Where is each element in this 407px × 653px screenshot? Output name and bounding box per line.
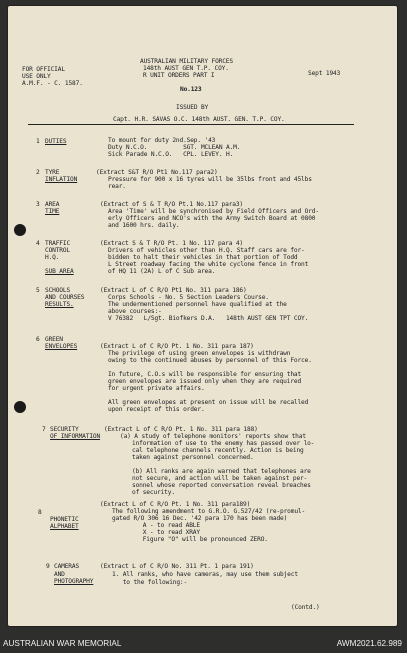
item-7-line: sonnel whose reported conversation reveal breaches bbox=[132, 482, 311, 489]
item-7-title-2: OF INFORMATION bbox=[50, 433, 101, 440]
item-6-line: (Extract L of C R/O Pt. 1 No. 311 para 187) bbox=[100, 343, 254, 350]
item-4-title-2: CONTROL bbox=[45, 247, 71, 254]
order-number: No.123 bbox=[180, 86, 202, 93]
item-7-line: taken against personnel concerned. bbox=[132, 454, 254, 461]
item-9-title-2: AND bbox=[54, 571, 65, 578]
punch-hole bbox=[14, 224, 26, 236]
item-8-line: A - to read ABLE bbox=[132, 522, 200, 529]
item-6-title: GREEN bbox=[45, 336, 63, 343]
item-3-title-2: TIME bbox=[45, 208, 60, 215]
item-4-line: (Extract S & T R/O Pt. 1 No. 117 para 4) bbox=[100, 240, 244, 247]
item-1-number: 1 bbox=[36, 138, 40, 145]
item-3-title: AREA bbox=[45, 201, 60, 208]
item-6-line: owing to the continued abuses by personnel of this Force. bbox=[108, 357, 312, 364]
item-8-line: gated R/O 306 16 Dec. '42 para 170 has been made) bbox=[112, 515, 288, 522]
item-4-title-3: H.Q. bbox=[45, 254, 60, 261]
item-1-title: DUTIES bbox=[45, 138, 67, 145]
item-7-line: (a) A study of telephone monitors' reports show that bbox=[120, 433, 306, 440]
archive-id: AWM2021.62.989 bbox=[336, 639, 402, 648]
item-5-number: 5 bbox=[36, 287, 40, 294]
item-5-line: Corps Schools - No. 5 Section Leaders Course. bbox=[108, 294, 269, 301]
item-7-line: information of use to the enemy has passed over lo- bbox=[132, 440, 315, 447]
continued-label: (Contd.) bbox=[291, 604, 320, 611]
item-8-line: Figure "O" will be pronounced ZERO. bbox=[132, 536, 268, 543]
item-3-line: Area 'Time' will be synchronised by Field Officers and Ord- bbox=[108, 208, 319, 215]
item-6-number: 6 bbox=[36, 336, 40, 343]
item-4-line: of HQ 11 (2A) L of C Sub area. bbox=[108, 268, 216, 275]
security-caveat-2: USE ONLY bbox=[22, 73, 51, 80]
header-rule bbox=[28, 124, 354, 125]
item-9-line: (Extract L of C R/O No. 311 Pt. 1 para 191) bbox=[100, 563, 254, 570]
item-7-line: cal telephone channels recently. Action is being bbox=[132, 447, 304, 454]
item-5-line: The undermentioned personnel have qualified at the bbox=[108, 301, 287, 308]
org-line-3: R UNIT ORDERS PART I bbox=[143, 72, 215, 79]
item-3-line: and 1600 hrs. daily. bbox=[108, 222, 180, 229]
item-8-line: X - to read XRAY bbox=[132, 529, 200, 536]
archive-footer bbox=[0, 635, 407, 653]
org-line-1: AUSTRALIAN MILITARY FORCES bbox=[140, 58, 233, 65]
item-4-line: bidden to halt their vehicles in that portion of Todd bbox=[108, 254, 298, 261]
item-5-title: SCHOOLS bbox=[45, 287, 71, 294]
item-8-line: (Extract L of C R/O Pt. 1 No. 311 para189) bbox=[100, 501, 251, 508]
item-2-title-2: INFLATION bbox=[45, 176, 78, 183]
item-3-line: erly Officers and NCO's with the Army Switch Board at 0800 bbox=[108, 215, 316, 222]
item-3-number: 3 bbox=[36, 201, 40, 208]
item-5-title-2: AND COURSES bbox=[45, 294, 85, 301]
item-6-line: upon receipt of this order. bbox=[108, 406, 205, 413]
item-7-line: (Extract L of C R/O Pt. 1 No. 311 para 188) bbox=[104, 426, 258, 433]
item-6-line: In future, C.O.s will be responsible for ensuring that bbox=[108, 371, 302, 378]
punch-hole bbox=[14, 401, 26, 413]
item-8-title-2: ALPHABET bbox=[50, 523, 79, 530]
item-7-number: 7 bbox=[42, 426, 46, 433]
item-5-line: (Extract L of C R/O Pt1 No. 311 para 186) bbox=[100, 287, 247, 294]
item-6-line: The privilege of using green envelopes is withdrawn bbox=[108, 350, 291, 357]
item-4-number: 4 bbox=[36, 240, 40, 247]
item-6-line: All green envelopes at present on issue will be recalled bbox=[108, 399, 309, 406]
item-4-title-4: SUB AREA bbox=[45, 268, 74, 275]
security-caveat-1: FOR OFFICIAL bbox=[22, 66, 65, 73]
item-7-line: (b) All ranks are again warned that telephones are bbox=[132, 468, 311, 475]
item-8-number: 8 bbox=[38, 509, 42, 516]
archive-credit: AUSTRALIAN WAR MEMORIAL bbox=[3, 639, 122, 648]
item-7-line: of security. bbox=[132, 489, 175, 496]
item-8-title: PHONETIC bbox=[50, 516, 79, 523]
item-6-title-2: ENVELOPES bbox=[45, 343, 78, 350]
item-2-line: (Extract S&T R/O Pt1 No.117 para2) bbox=[96, 169, 218, 176]
item-9-title: CAMERAS bbox=[54, 563, 80, 570]
item-1-line: Sick Parade N.C.O. CPL. LEVEY. H. bbox=[108, 151, 234, 158]
item-3-line: (Extract of S & T R/O Pt.1 No.117 para3) bbox=[100, 201, 244, 208]
item-5-title-3: RESULTS. bbox=[45, 301, 74, 308]
issued-by-label: ISSUED BY bbox=[176, 104, 209, 111]
item-4-line: Drivers of vehicles other than H.Q. Staff cars are for- bbox=[108, 247, 305, 254]
item-6-line: for urgent private affairs. bbox=[108, 385, 205, 392]
item-9-title-3: PHOTOGRAPHY bbox=[54, 578, 94, 585]
item-5-line: above courses:- bbox=[108, 308, 162, 315]
item-2-line: rear. bbox=[108, 183, 126, 190]
item-9-line: to the following:- bbox=[112, 579, 188, 586]
item-7-title: SECURITY bbox=[50, 426, 79, 433]
item-9-number: 9 bbox=[46, 563, 50, 570]
form-number: A.M.F. - C. 1587. bbox=[22, 80, 83, 87]
item-8-line: The following amendment to G.R.O. G.527/42 (re-promul- bbox=[112, 508, 306, 515]
item-6-line: green envelopes are issued only when they are required bbox=[108, 378, 302, 385]
item-7-line: not secure, and action will be taken against per- bbox=[132, 475, 308, 482]
issuer-name: Capt. H.R. SAVAS O.C. 148th AUST. GEN. T.P. COY. bbox=[113, 116, 285, 123]
item-2-line: Pressure for 900 x 16 tyres will be 35lbs front and 45lbs bbox=[108, 176, 312, 183]
order-date: Sept 1943 bbox=[308, 70, 341, 77]
item-2-number: 2 bbox=[36, 169, 40, 176]
item-2-title: TYRE bbox=[45, 169, 60, 176]
item-4-line: L Street roadway facing the white cyclone fence in front bbox=[108, 261, 309, 268]
document-page bbox=[8, 6, 397, 626]
item-1-line: Duty N.C.O. SGT. MCLEAN A.M. bbox=[108, 144, 241, 151]
org-line-2: 148th AUST GEN T.P. COY. bbox=[143, 65, 229, 72]
item-1-line: To mount for duty 2nd.Sep. '43 bbox=[108, 137, 216, 144]
item-5-line: V 76382 L/Sgt. Biofkers D.A. 148th AUST GEN TPT COY. bbox=[108, 315, 309, 322]
item-9-line: 1. All ranks, who have cameras, may use them subject bbox=[112, 571, 298, 578]
item-4-title: TRAFFIC bbox=[45, 240, 71, 247]
